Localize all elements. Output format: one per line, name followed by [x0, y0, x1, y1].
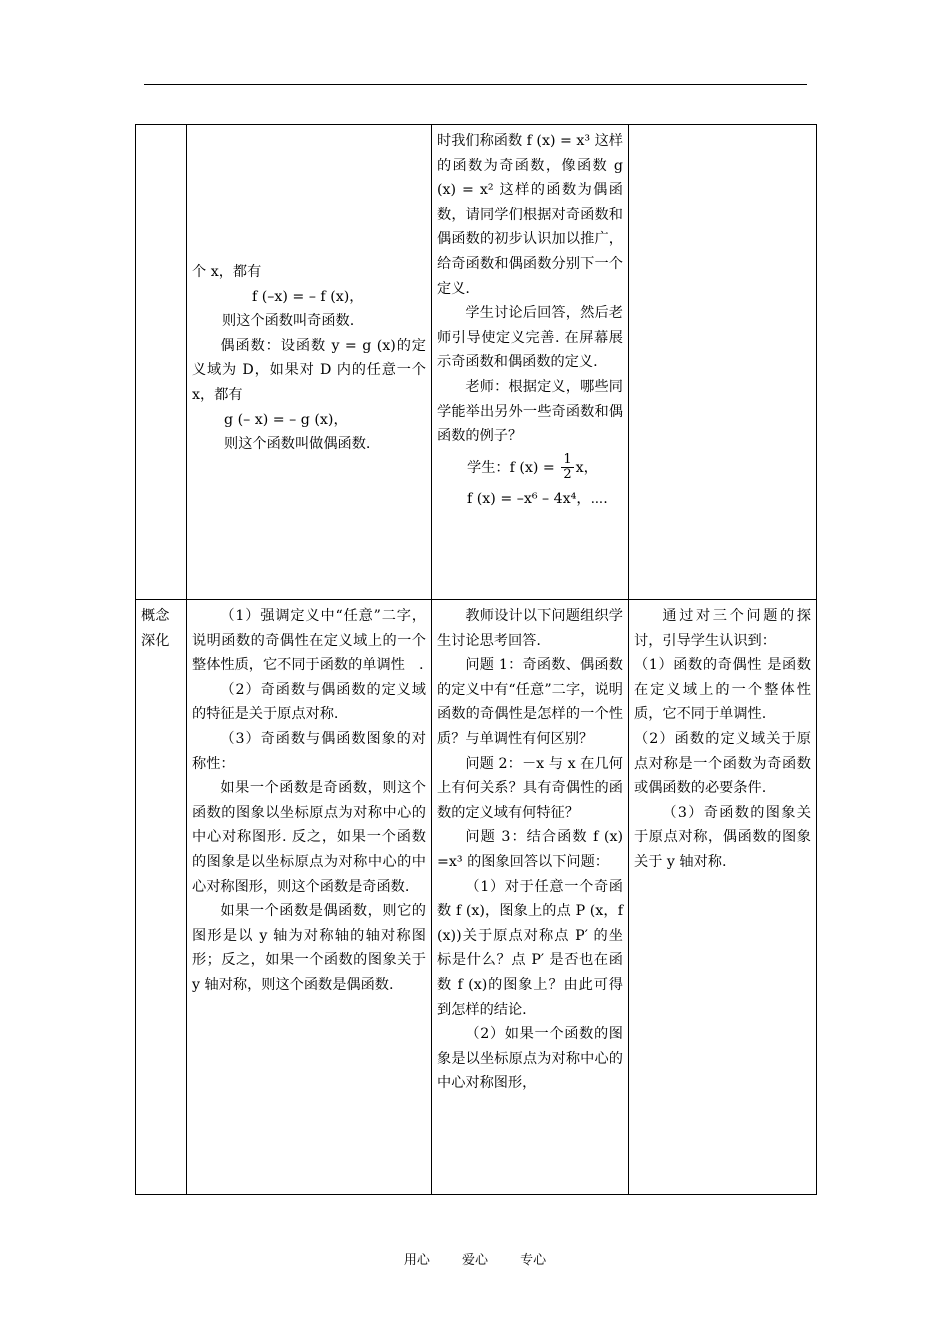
teaching-process-cell — [432, 600, 629, 1195]
formula: 学生：f (x) = $\frac{1}{2}$ x， — [467, 452, 598, 483]
paragraph: 学生讨论后回答，然后老师引导使定义完善. 在屏幕展示奇函数和偶函数的定义. — [437, 305, 623, 371]
formula: f (x) = –x⁶ – 4x⁴，⋯. — [467, 490, 608, 507]
paragraph: 教师设计以下问题组织学生讨论思考回答. — [437, 608, 623, 649]
footer-text: 爱心 — [461, 1253, 488, 1268]
paragraph: 通过对三个问题的探讨，引导学生认识到： — [634, 608, 811, 649]
formula: f (–x) = – f (x)， — [252, 288, 364, 305]
teaching-process-cell — [432, 125, 629, 600]
paragraph: 则这个函数叫奇函数. — [222, 313, 355, 330]
table-row — [136, 125, 817, 600]
paragraph: （3）奇函数的图象关于原点对称，偶函数的图象关于 y 轴对称. — [634, 804, 811, 870]
lesson-plan-table — [135, 124, 817, 1195]
paragraph: （1）函数的奇偶性 是函数在定义域上的一个整体性质，它不同于单调性. — [634, 657, 811, 723]
paragraph: 问题 2：－x 与 x 在几何上有何关系？具有奇偶性的函数的定义域有何特征？ — [437, 755, 623, 821]
stage-cell: 概念深化 — [136, 600, 187, 1195]
paragraph: 则这个函数叫做偶函数. — [224, 436, 371, 453]
paragraph: 如果一个函数是奇函数，则这个函数的图象以坐标原点为对称中心的中心对称图形. 反之，如果一个函数的图象是以坐标原点为对称中心的中心对称图形，则这个函数是奇函数. — [192, 780, 426, 895]
paragraph: （1）对于任意一个奇函数 f (x)，图象上的点 P (x，f (x))关于原点对称点 P′ 的坐标是什么？点 P′ 是否也在函数 f (x)的图象上？由此可得到怎样的结论. — [437, 878, 623, 1018]
paragraph: 问题 3：结合函数 f (x) =x³ 的图象回答以下问题： — [437, 829, 623, 870]
stage-cell — [136, 125, 187, 600]
footer-text: 用心 — [403, 1253, 430, 1268]
design-intent-cell — [629, 600, 817, 1195]
fraction: $\frac{1}{2}$ — [563, 452, 572, 483]
paragraph: 时我们称函数 f (x) = x³ 这样的函数为奇函数，像函数 g (x) = x² 这样的函数为偶函数，请同学们根据对奇函数和偶函数的初步认识加以推广，给奇函数和偶函数分别下一个定义. — [437, 133, 623, 297]
table-row — [136, 600, 817, 1195]
design-intent-cell — [629, 125, 817, 600]
paragraph: 偶函数：设函数 y = g (x)的定义域为 D，如果对 D 内的任意一个 x，都有 — [192, 337, 426, 403]
paragraph: 问题 1：奇函数、偶函数的定义中有“任意”二字，说明函数的奇偶性是怎样的一个性质？与单调性有何区别？ — [437, 657, 623, 747]
formula: g (– x) = – g (x)， — [224, 411, 348, 428]
paragraph: （2）如果一个函数的图象是以坐标原点为对称中心的中心对称图形， — [437, 1026, 623, 1092]
content-cell — [187, 600, 432, 1195]
paragraph: （1）强调定义中“任意”二字，说明函数的奇偶性在定义域上的一个整体性质，它不同于函数的单调性 . — [192, 608, 426, 674]
paragraph: （2）奇函数与偶函数的定义域的特征是关于原点对称. — [192, 681, 426, 723]
paragraph: 如果一个函数是偶函数，则它的图形是以 y 轴为对称轴的轴对称图形；反之，如果一个函数的图象关于 y 轴对称，则这个函数是偶函数. — [192, 903, 426, 993]
content-cell — [187, 125, 432, 600]
footer-text: 专心 — [520, 1253, 547, 1268]
header-rule — [144, 84, 807, 85]
paragraph: 个 x，都有 — [192, 264, 262, 280]
paragraph: （2）函数的定义域关于原点对称是一个函数为奇函数或偶函数的必要条件. — [634, 730, 811, 797]
page-footer — [0, 1249, 950, 1268]
paragraph: （3）奇函数与偶函数图象的对称性： — [192, 730, 426, 772]
paragraph: 老师：根据定义，哪些同学能举出另外一些奇函数和偶函数的例子？ — [437, 378, 623, 445]
